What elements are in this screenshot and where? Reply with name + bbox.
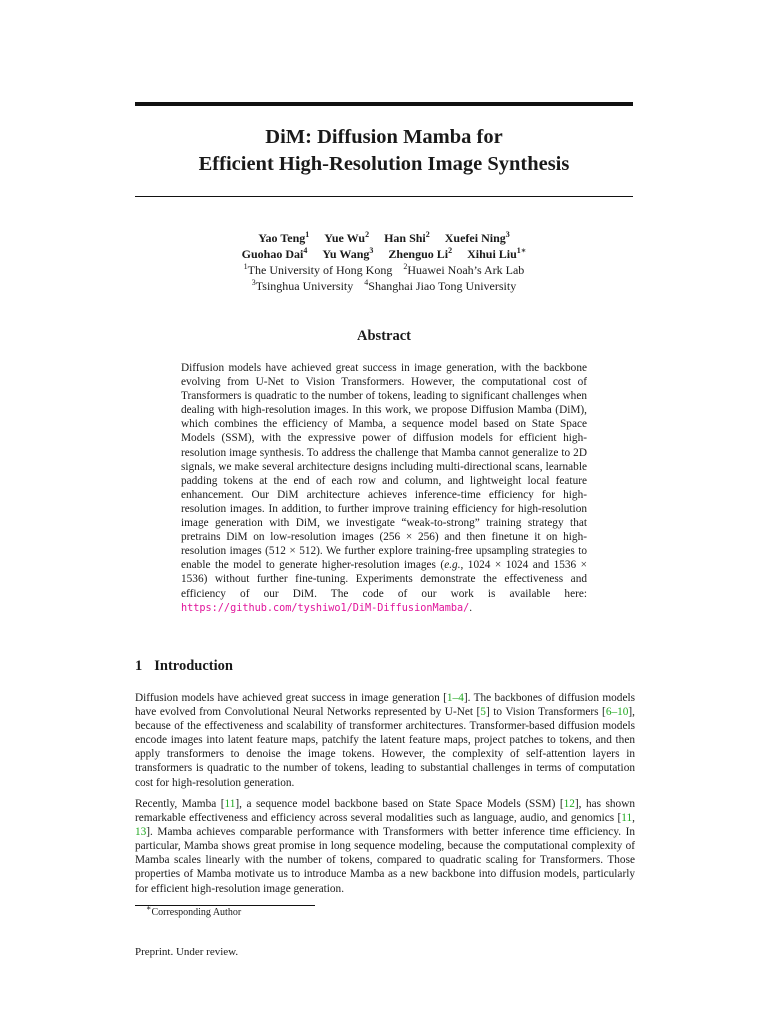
title-line-1: DiM: Diffusion Mamba for	[265, 126, 503, 148]
citation-link[interactable]: 12	[563, 798, 575, 810]
author-name: Yu Wang$^3$	[322, 246, 374, 261]
author-name: Yao Teng$^1$	[258, 230, 310, 245]
affiliation-row-1	[135, 262, 633, 278]
section-title: Introduction	[154, 658, 233, 674]
author-name: Han Shi$^2$	[384, 230, 430, 245]
author-block	[135, 230, 633, 294]
author-row-1	[135, 230, 633, 246]
footer-note: Preprint. Under review.	[135, 946, 239, 958]
affiliation-row-2	[135, 278, 633, 294]
author-name: Xihui Liu$^{1∗}$	[467, 246, 527, 261]
citation-link[interactable]: 11	[224, 798, 236, 810]
abstract-heading: Abstract	[357, 328, 411, 344]
citation-link[interactable]: 5	[480, 706, 486, 719]
affiliation: $^3$Tsinghua University	[251, 278, 354, 293]
author-name: Zhenguo Li$^2$	[388, 246, 453, 261]
author-row-2	[135, 246, 633, 262]
section-number: 1	[135, 658, 143, 674]
code-url-link[interactable]: https://github.com/tyshiwo1/DiM-DiffusionMamba/	[181, 602, 470, 614]
footnote-rule	[135, 905, 315, 906]
title-line-2: Efficient High-Resolution Image Synthesis	[198, 153, 570, 175]
citation-link[interactable]: 1–4	[446, 692, 464, 704]
section-heading	[135, 658, 233, 675]
paper-title	[135, 124, 633, 178]
author-name: Guohao Dai$^4$	[241, 246, 308, 261]
title-top-rule	[135, 102, 633, 106]
title-bottom-rule	[135, 196, 633, 197]
intro-paragraph-1: Diffusion models have achieved great success in image generation [1–4]. The backbones of diffusion models have evolved from Convolutional Neural Networks represented by U-Net [5] to Vision Transformers [6–10], because of the effectiveness and scalability of transformer architectures. Transformer-based diffusion models encode images into latent feature maps, patchify the latent feature maps, project patches to tokens, and then apply transformers to denoise the image tokens. However, the complexity of self-attention layers in transformers is quadratic to the number of tokens, leading to substantial challenges in terms of computation cost for high-resolution generation.	[135, 692, 635, 789]
intro-paragraph-2: Recently, Mamba [11], a sequence model backbone based on State Space Models (SSM) [12], has shown remarkable effectiveness and efficiency across several modalities such as language, audio, and genomics [11, 13]. Mamba achieves comparable performance with Transformers with better inference time efficiency. In particular, Mamba shows great promise in long sequence modeling, because the computational complexity of Mamba scales linearly with the number of tokens, compared to quadratic scaling for Transformers. Those properties of Mamba motivate us to introduce Mamba as a new backbone into diffusion models, particularly for efficient high-resolution image generation.	[135, 798, 636, 895]
affiliation: $^1$The University of Hong Kong	[243, 262, 393, 277]
citation-link[interactable]: 13	[135, 826, 147, 839]
abstract-body: Diffusion models have achieved great success in image generation, with the backbone evolving from U-Net to Vision Transformers. However, the computational cost of Transformers is quadratic to the number of tokens, leading to significant challenges when dealing with high-resolution images. In this work, we propose Diffusion Mamba (DiM), which combines the efficiency of Mamba, a sequence model based on State Space Models (SSM), with the expressive power of diffusion models for efficient high-resolution image synthesis. To address the challenge that Mamba cannot generalize to 2D signals, we make several architecture designs including multi-directional scans, learnable padding tokens at the end of each row and column, and lightweight local feature enhancement. Our DiM architecture achieves inference-time efficiency for high-resolution images. In addition, to further improve training efficiency for high-resolution image generation with DiM, we investigate “weak-to-strong” training strategy that pretrains DiM on low-resolution images (256 × 256) and then finetune it on high-resolution images (512 × 512). We further explore training-free upsampling strategies to enable the model to generate higher-resolution images (e.g., 1024 × 1024 and 1536 × 1536) without further fine-tuning. Experiments demonstrate the effectiveness and efficiency of our DiM. The code of our work is available here: https://github.com/tyshiwo1/DiM-DiffusionMamba/.	[181, 362, 587, 614]
footnote: ∗Corresponding Author	[146, 903, 242, 918]
affiliation: $^2$Huawei Noah’s Ark Lab	[403, 262, 525, 277]
author-name: Xuefei Ning$^3$	[444, 230, 510, 245]
author-name: Yue Wu$^2$	[324, 230, 370, 245]
affiliation: $^4$Shanghai Jiao Tong University	[364, 278, 517, 293]
citation-link[interactable]: 11	[621, 812, 633, 825]
citation-link[interactable]: 6–10	[605, 706, 629, 719]
